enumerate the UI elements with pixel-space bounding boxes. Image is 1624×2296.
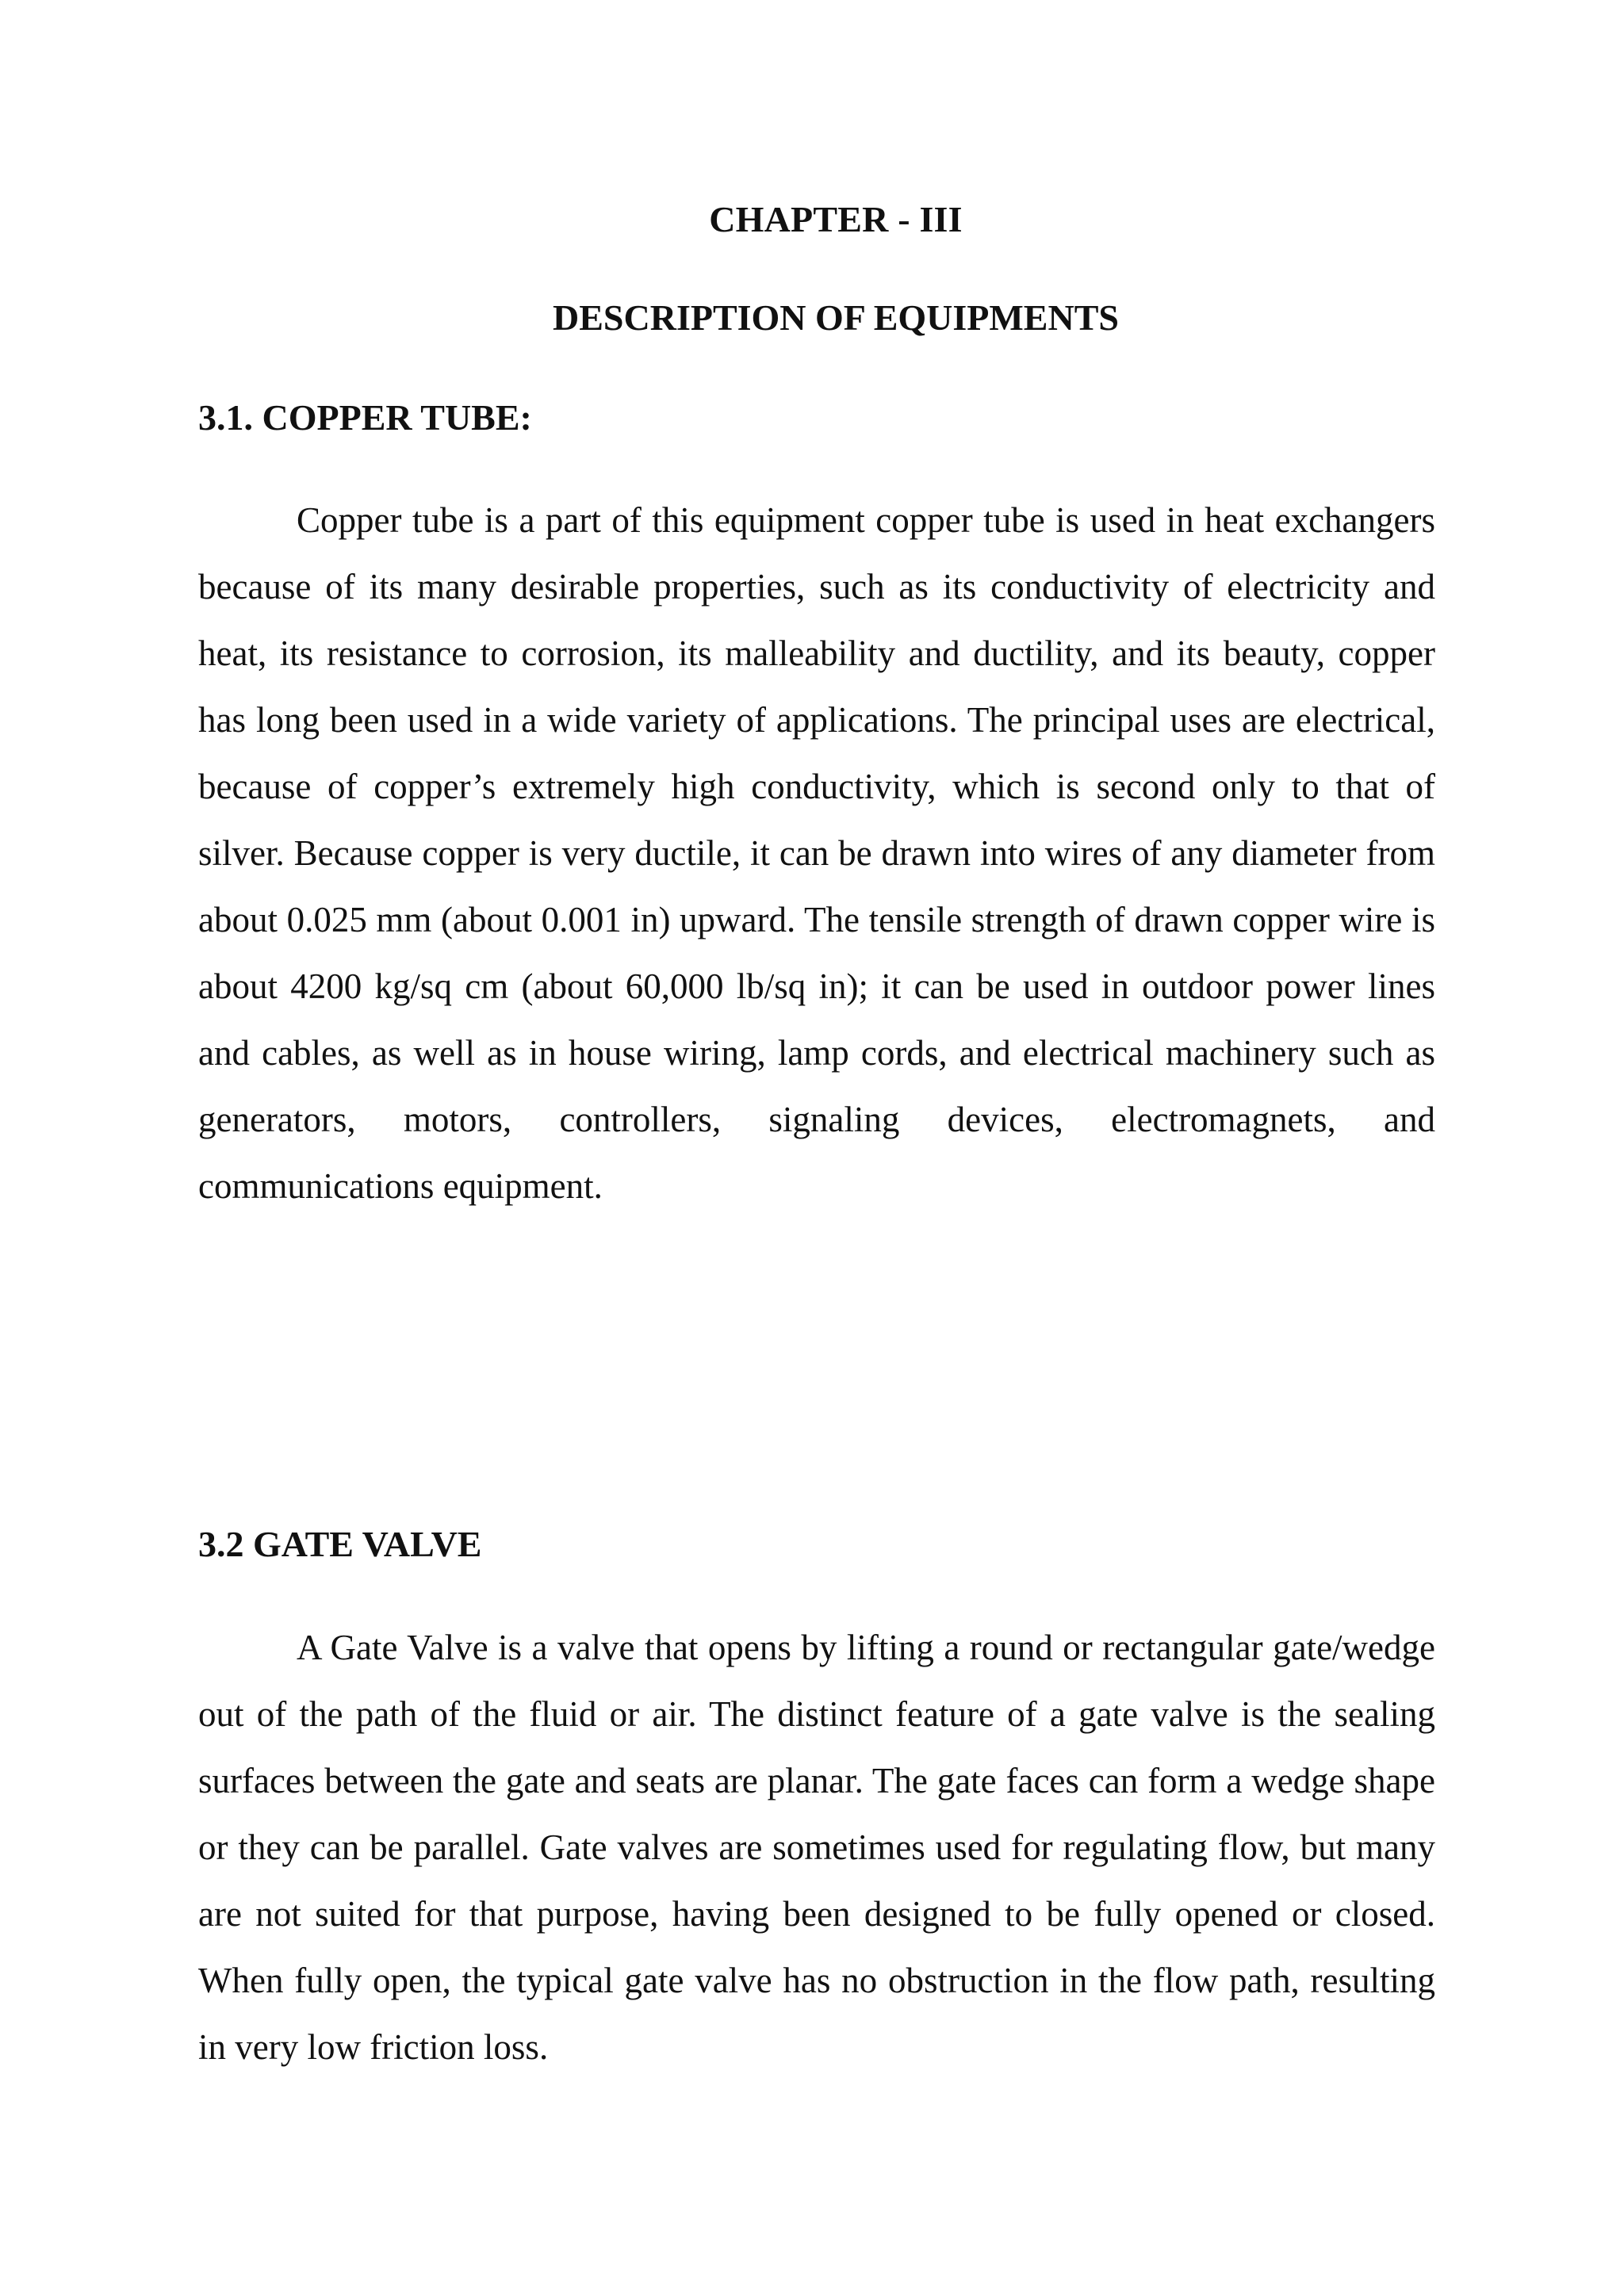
chapter-title: DESCRIPTION OF EQUIPMENTS	[553, 297, 1119, 338]
section-heading-copper-tube: 3.1. COPPER TUBE:	[198, 397, 532, 438]
chapter-label: CHAPTER - III	[709, 199, 963, 239]
section-heading-gate-valve: 3.2 GATE VALVE	[198, 1524, 482, 1564]
section-body-gate-valve: A Gate Valve is a valve that opens by lifting a round or rectangular gate/wedge out of the path of the fluid or air. The distinct feature of a gate valve is the sealing surfaces between the gate and seats are planar. The gate faces can form a wedge shape or they can be parallel. Gate valves are sometimes used for regulating flow, but many are not suited for that purpose, having been designed to be fully opened or closed. When fully open, the typical gate valve has no obstruction in the flow path, resulting in very low friction loss.	[198, 1628, 1435, 2067]
section-body-copper-tube: Copper tube is a part of this equipment copper tube is used in heat exchangers because of its many desirable properties, such as its conductivity of electricity and heat, its resistance to corrosion, its malleability and ductility, and its beauty, copper has long been used in a wide variety of applications. The principal uses are electrical, because of copper’s extremely high conductivity, which is second only to that of silver. Because copper is very ductile, it can be drawn into wires of any diameter from about 0.025 mm (about 0.001 in) upward. The tensile strength of drawn copper wire is about 4200 kg/sq cm (about 60,000 lb/sq in); it can be used in outdoor power lines and cables, as well as in house wiring, lamp cords, and electrical machinery such as generators, motors, controllers, signaling devices, electromagnets, and communications equipment.	[198, 500, 1435, 1206]
